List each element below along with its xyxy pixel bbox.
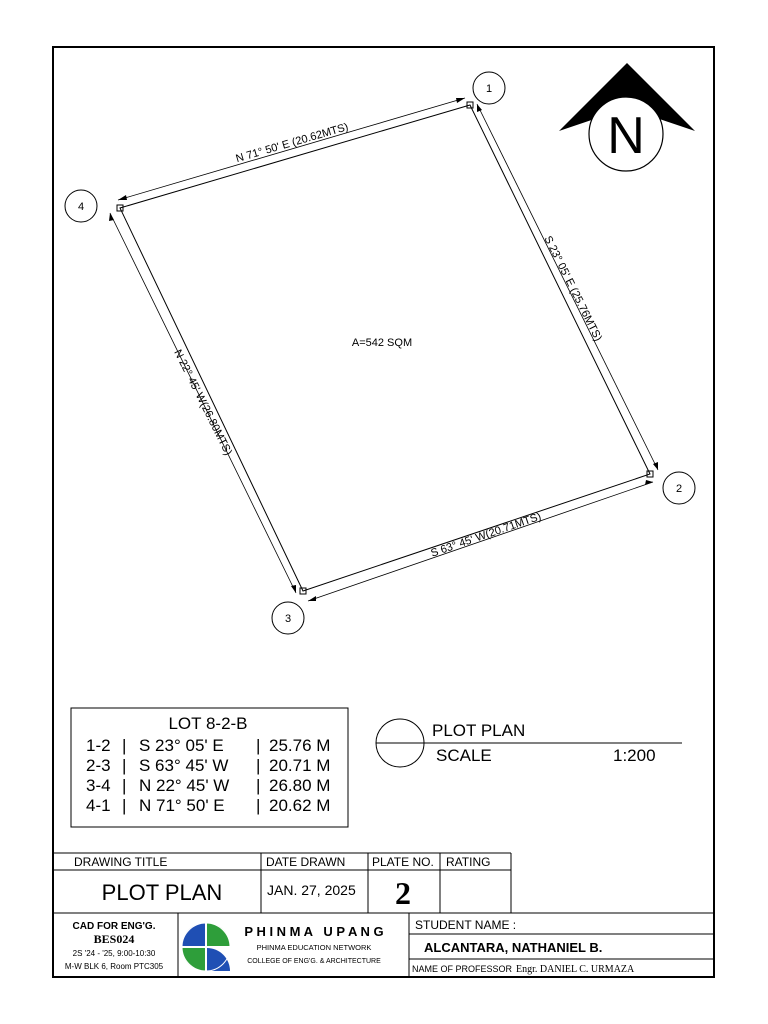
title-block-headers [74, 855, 490, 869]
lot-row-1-bearing: S 23° 05' E [139, 736, 224, 755]
plate-no-value: 2 [395, 875, 411, 911]
lot-row-1-line: 1-2 [86, 736, 111, 755]
corner-bubble-4 [65, 190, 97, 222]
lot-row-2-sep1: | [122, 756, 127, 775]
lot-row-2-sep2: | [256, 756, 261, 775]
lot-row-3-line: 3-4 [86, 776, 111, 795]
professor-label [412, 964, 635, 975]
course-line1: CAD FOR ENG'G. [72, 921, 156, 932]
professor-name-value: Engr. DANIEL C. URMAZA [516, 964, 635, 975]
corner-bubble-3 [272, 602, 304, 634]
lot-table [71, 708, 348, 827]
corner-number-4: 4 [77, 201, 85, 213]
lot-row-4-distance: 20.62 M [269, 796, 331, 815]
lot-row-2-line: 2-3 [86, 756, 111, 775]
lot-row-3-sep2: | [256, 776, 261, 795]
north-arrow-icon [559, 63, 695, 171]
drawing-title-value: PLOT PLAN [101, 880, 223, 905]
school-logo-icon [182, 923, 230, 971]
corner-bubble-2 [663, 472, 695, 504]
lot-row-4-sep2: | [256, 796, 261, 815]
course-code: BES024 [93, 932, 135, 946]
school-college: COLLEGE OF ENG'G. & ARCHITECTURE [247, 958, 381, 965]
side-label-4-1: N 71° 50' E (20.62MTS) [234, 121, 350, 166]
lot-row-4-line: 4-1 [86, 796, 111, 815]
lot-row-1-distance: 25.76 M [269, 736, 331, 755]
plot-polygon [109, 98, 658, 601]
corner-bubble-1 [473, 72, 505, 104]
lot-row-4-sep1: | [122, 796, 127, 815]
date-drawn-value: JAN. 27, 2025 [267, 882, 356, 898]
sheet-border [53, 47, 714, 977]
student-name-label: STUDENT NAME : [415, 918, 517, 932]
lot-row-2-bearing: S 63° 45' W [139, 756, 229, 775]
lot-row-3-distance: 26.80 M [269, 776, 331, 795]
course-info [65, 921, 164, 971]
course-schedule: 2S '24 - '25, 9:00-10:30 [72, 949, 156, 958]
corner-number-3: 3 [284, 613, 292, 625]
corner-number-2: 2 [675, 483, 683, 495]
side-label-1-2: S 23° 05' E (25.76MTS) [541, 234, 604, 344]
side-label-2-3: S 63° 45' W(20.71MTS) [429, 510, 543, 560]
lot-row-1-sep1: | [122, 736, 127, 755]
lot-table-title: LOT 8-2-B [168, 714, 248, 733]
header-rating: RATING [446, 855, 491, 869]
school-info [244, 924, 383, 965]
title-block [53, 853, 714, 977]
professor-label-text: NAME OF PROFESSOR [412, 964, 513, 974]
lot-row-4-bearing: N 71° 50' E [139, 796, 225, 815]
plot-area-label: A=542 SQM [351, 337, 413, 349]
side-label-3-4: N 22° 45' W(26.80MTS) [171, 347, 235, 458]
lot-row-3-bearing: N 22° 45' W [139, 776, 230, 795]
header-drawing-title: DRAWING TITLE [74, 855, 168, 869]
course-room: M-W BLK 6, Room PTC305 [64, 962, 164, 971]
plan-title: PLOT PLAN [432, 721, 526, 740]
north-letter: N [607, 107, 645, 165]
school-network: PHINMA EDUCATION NETWORK [256, 943, 372, 952]
student-name-value: ALCANTARA, NATHANIEL B. [424, 940, 603, 955]
header-date-drawn: DATE DRAWN [266, 855, 346, 869]
dimension-arrows [109, 98, 658, 601]
corner-number-1: 1 [485, 83, 493, 95]
header-plate-no: PLATE NO. [372, 855, 434, 869]
lot-row-3-sep1: | [122, 776, 127, 795]
lot-row-2-distance: 20.71 M [269, 756, 331, 775]
plan-scale-value: 1:200 [613, 746, 656, 765]
plan-scale-label: SCALE [436, 746, 492, 765]
plan-title-block [376, 719, 682, 767]
lot-row-1-sep2: | [256, 736, 261, 755]
school-name: P H I N M A U P A N G [244, 924, 384, 939]
